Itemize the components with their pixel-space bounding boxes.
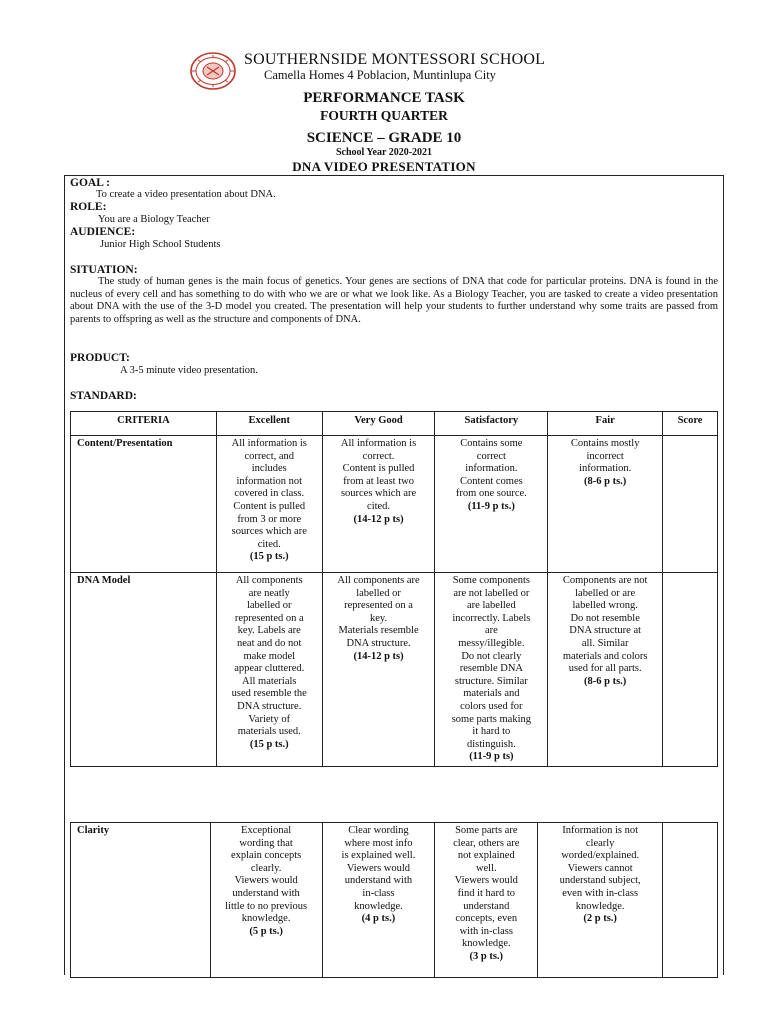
subject-title: SCIENCE – GRADE 10 [306,130,462,146]
audience-label: AUDIENCE: [70,226,136,238]
excellent-cell [216,573,322,767]
cell-text: Exceptional wording that explain concepts clearly. Viewers would understand with little to no previous knowledge. [225,825,308,925]
cell-points: (11-9 p ts) [469,751,514,763]
project-title: DNA VIDEO PRESENTATION [292,159,476,174]
cell-text: All components are labelled or represented on a key. Materials resemble DNA structure. [337,575,420,649]
cell-text: Components are not labelled or are labelled wrong. Do not resemble DNA structure at all. Similar materials and colors used for all parts. [562,575,648,675]
role-text: You are a Biology Teacher [98,214,210,225]
header-fair: Fair [548,412,663,436]
criteria-cell: Content/Presentation [71,436,217,573]
satisfactory-cell [435,436,548,573]
table-row [71,823,718,978]
school-address: Camella Homes 4 Poblacion, Muntinlupa City [264,68,496,82]
audience-text: Junior High School Students [100,239,221,250]
standard-label: STANDARD: [70,390,137,402]
cell-points: (2 p ts.) [583,913,617,925]
satisfactory-cell [435,573,548,767]
cell-text: Some components are not labelled or are labelled incorrectly. Labels are messy/illegible. Do not clearly resemble DNA structure. Similar materials and colors used for some parts making it hard to distinguish. [451,575,532,750]
cell-points: (3 p ts.) [469,950,504,962]
cell-text: All components are neatly labelled or represented on a key. Labels are neat and do not make model appear cluttered. All materials used resemble the DNA structure. Variety of materials used. [231,575,307,738]
very-good-cell [322,436,435,573]
cell-text: Information is not clearly worded/explained. Viewers cannot understand subject, even with in-class knowledge. [559,825,641,912]
rubric-table [70,411,718,767]
task-title: PERFORMANCE TASK [303,90,465,106]
goal-label: GOAL : [70,177,110,189]
table-row [71,436,718,573]
header-score: Score [663,412,718,436]
school-year: School Year 2020-2021 [335,147,433,158]
product-label: PRODUCT: [70,352,130,364]
cell-points: (11-9 p ts.) [467,500,515,512]
cell-text: All information is correct. Content is pulled from at least two sources which are cited. [340,438,417,512]
score-cell [663,823,718,978]
cell-points: (14-12 p ts) [353,650,404,662]
cell-points: (8-6 p ts.) [584,475,627,487]
cell-points: (14-12 p ts) [353,513,404,525]
school-seal-logo [190,52,236,90]
rubric-header-row [71,412,718,436]
school-name: SOUTHERNSIDE MONTESSORI SCHOOL [244,51,546,68]
goal-text: To create a video presentation about DNA. [96,189,276,200]
cell-text: Contains mostly incorrect information. [570,438,640,475]
fair-cell [548,573,663,767]
product-text: A 3-5 minute video presentation. [120,365,258,376]
cell-text: Some parts are clear, others are not explained well. Viewers would find it hard to understand concepts, even with in-class knowledge. [453,825,520,950]
situation-text: The study of human genes is the main focus of genetics. Your genes are sections of DNA that code for particular proteins. DNA is found in the nucleus of every cell and has something to do with who we are or what we look like. As a Biology Teacher, you are tasked to create a video presentation about DNA with the use of the 3-D model you created. The presentation will help your students to further understand why some traits are passed from parents to offspring as well as the structure and components of DNA. [70,276,718,325]
satisfactory-cell [435,823,538,978]
rubric-table-continued [70,822,718,978]
criteria-cell: Clarity [71,823,211,978]
table-row [71,573,718,767]
cell-points: (15 p ts.) [249,738,289,750]
cell-points: (15 p ts.) [249,551,289,563]
cell-text: Clear wording where most info is explained well. Viewers would understand with in-class knowledge. [341,825,416,912]
cell-text: All information is correct, and includes information not covered in class. Content is pulled from 3 or more sources which are cited. [231,438,307,550]
very-good-cell [322,823,435,978]
fair-cell [548,436,663,573]
excellent-cell [210,823,322,978]
cell-points: (5 p ts.) [249,925,283,937]
situation-label: SITUATION: [70,264,138,276]
score-cell [663,436,718,573]
score-cell [663,573,718,767]
fair-cell [538,823,663,978]
header-very-good: Very Good [322,412,435,436]
excellent-cell [216,436,322,573]
cell-text: Contains some correct information. Content comes from one source. [455,438,527,500]
cell-points: (4 p ts.) [361,913,396,925]
very-good-cell [322,573,435,767]
header-criteria: CRITERIA [71,412,217,436]
header-satisfactory: Satisfactory [435,412,548,436]
cell-points: (8-6 p ts.) [584,675,627,687]
criteria-cell: DNA Model [71,573,217,767]
quarter-title: FOURTH QUARTER [320,108,448,123]
header-excellent: Excellent [216,412,322,436]
role-label: ROLE: [70,201,107,213]
